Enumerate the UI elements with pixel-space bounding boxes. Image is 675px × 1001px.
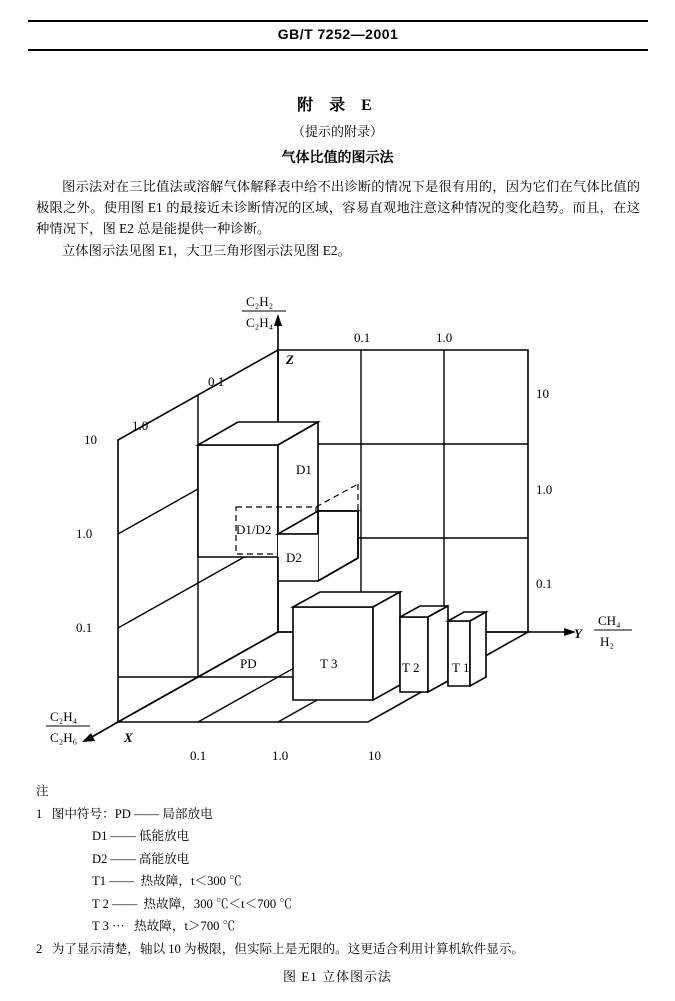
- note-item-5: T 2 —— 热故障，300 ℃＜t＜700 ℃: [92, 896, 292, 911]
- tick-top-left-0.1: 0.1: [208, 374, 225, 389]
- note-item-4: T1 —— 热故障，t＜300 ℃: [92, 874, 242, 888]
- figure-caption: 图 E1 立体图示法: [283, 969, 392, 984]
- tick-top-right-0.1: 0.1: [354, 330, 371, 345]
- tick-z-left-10: 10: [84, 432, 97, 447]
- note-item-2: D1 —— 低能放电: [92, 829, 190, 843]
- z-ratio-numerator: C₂H₂: [246, 294, 274, 309]
- region-label-t2: T 2: [402, 660, 420, 675]
- region-label-d1: D1: [296, 462, 312, 477]
- region-label-t1: T 1: [452, 660, 470, 675]
- note-item-6: T 3 ··· 热故障，t＞700 ℃: [92, 919, 236, 933]
- note-item-7: 2 为了显示清楚，轴以 10 为极限，但实际上是无限的。这更适合利用计算机软件显示。: [36, 941, 525, 956]
- figure-e1: [28, 282, 648, 777]
- body-paragraph-1: 图示法对在三比值法或溶解气体解释表中给不出诊断的情况下是很有用的，因为它们在气体比值的极限之外。使用图 E1 的最接近未诊断情况的区域，容易直观地注意这种情况的变化趋势。而且，在这种情况下，图 E2 总是能提供一种诊断。: [36, 179, 640, 236]
- x-ratio-numerator: C₂H₄: [50, 709, 78, 724]
- tick-z-left-1.0: 1.0: [76, 526, 93, 541]
- region-label-t3: T 3: [320, 656, 338, 671]
- tick-top-left-1.0: 1.0: [132, 418, 149, 433]
- axis-label-x: X: [124, 730, 133, 745]
- tick-bottom-10: 10: [368, 748, 381, 763]
- annex-subtitle: （提示的附录）: [291, 124, 383, 139]
- header-rule: [28, 49, 648, 51]
- region-label-pd: PD: [240, 656, 257, 671]
- notes-label: 注: [36, 784, 49, 798]
- axis-label-z: Z: [286, 352, 294, 367]
- annex-title: 附 录 E: [297, 97, 378, 114]
- tick-z-left-0.1: 0.1: [76, 620, 93, 635]
- figure-e1-svg: [28, 282, 648, 777]
- x-ratio-denominator: C₂H₆: [50, 730, 78, 745]
- tick-bottom-1.0: 1.0: [272, 748, 289, 763]
- tick-top-right-1.0: 1.0: [436, 330, 453, 345]
- axis-label-y: Y: [574, 626, 582, 641]
- y-ratio-denominator: H₂: [600, 634, 614, 649]
- tick-z-right-0.1: 0.1: [536, 576, 553, 591]
- y-ratio-numerator: CH₄: [598, 613, 621, 628]
- body-paragraph-2: 立体图示法见图 E1，大卫三角形图示法见图 E2。: [62, 243, 351, 258]
- tick-z-right-10: 10: [536, 386, 549, 401]
- page-header-standard-id: GB/T 7252—2001: [277, 26, 399, 42]
- region-label-d1-d2: D1/D2: [236, 522, 272, 537]
- notes-block: [36, 780, 640, 960]
- region-label-d2: D2: [286, 550, 302, 565]
- note-item-1: 1 图中符号：PD —— 局部放电: [36, 806, 213, 821]
- tick-bottom-0.1: 0.1: [190, 748, 207, 763]
- note-item-3: D2 —— 高能放电: [92, 851, 190, 866]
- header-rule-top: [28, 20, 648, 22]
- tick-z-right-1.0: 1.0: [536, 482, 553, 497]
- z-ratio-denominator: C₂H₄: [246, 315, 274, 330]
- annex-heading: 气体比值的图示法: [281, 151, 394, 166]
